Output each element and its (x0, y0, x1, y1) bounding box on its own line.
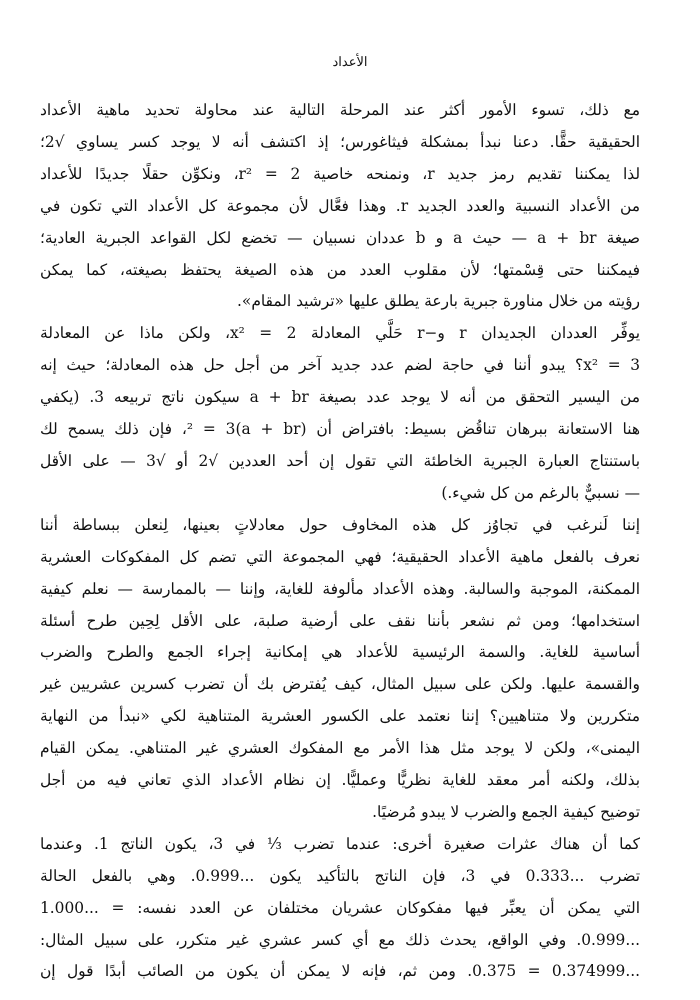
text-line: باستنتاج العبارة الجبرية الخاطئة التي تقول إن أحد العددين √2 أو √3 — على الأقل (40, 451, 640, 470)
text-line: بذلك، ولكنه أمر معقد للغاية نظريًّا وعمليًّا. إن نظام الأعداد الذي تعاني فيه من أجل (40, 771, 640, 790)
page-body (40, 95, 662, 988)
text-line: لذا يمكننا تقديم رمز جديد r، ونمنحه خاصية r² = 2، ونكوِّن حقلًا جديدًا للأعداد (40, 164, 641, 183)
text-line: والقسمة عليها. ولكن على سبيل المثال، كيف يُفترض بك أن تضرب كسرين عشريين غير (40, 675, 640, 694)
paragraph-3 (40, 510, 662, 829)
text-line: الحقيقية حقًّا. دعنا نبدأ بمشكلة فيثاغورس؛ إذ اكتشف أنه لا يوجد كسر يساوي √2؛ (40, 132, 640, 151)
text-line: يوفِّر العددان الجديدان r و−r حَلَّي المعادلة x² = 2، ولكن ماذا عن المعادلة (40, 324, 640, 343)
running-header: الأعداد (332, 55, 368, 70)
text-line: هنا الاستعانة ببرهان تناقُض بسيط: بافتراض أن (a + br)² = 3، فإن ذلك يسمح لك (40, 420, 641, 439)
text-line: x² = 3؟ يبدو أننا في حاجة لضم عدد جديد آخر من أجل حل هذه المعادلة؛ حيث إنه (40, 356, 641, 375)
paragraph-1 (40, 95, 662, 318)
text-line: من اليسير التحقق من أنه لا يوجد عدد بصيغة a + br سيكون ناتج تربيعه 3. (يكفي (40, 388, 640, 407)
text-line: رؤيته من خلال مناورة جبرية بارعة يطلق عليها «ترشيد المقام». (237, 292, 640, 311)
text-line: نعرف بالفعل ماهية الأعداد الحقيقية؛ فهي المجموعة التي تضم كل المفكوكات العشرية (40, 547, 640, 566)
text-line: استخدامها؛ ومن ثم نشعر بأننا نقف على أرضية صلبة، على الأقل لِحِين طرح أسئلة (40, 611, 640, 630)
text-line: مع ذلك، تسوء الأمور أكثر عند المرحلة التالية عند محاولة تحديد ماهية الأعداد (40, 101, 640, 119)
text-line: كما أن هناك عثرات صغيرة أخرى: عندما تضرب ⅓ في 3، يكون الناتج 1. وعندما (40, 834, 640, 853)
paragraph-2 (40, 318, 662, 509)
text-line: اليمنى»، ولكن لا يوجد مثل هذا الأمر مع المفكوك العشري غير المتناهي. يمكن القيام (40, 739, 640, 758)
text-line: — نسبيٌّ بالرغم من كل شيء.) (441, 483, 640, 502)
text-line: فيمكننا حتى قِسْمتها؛ لأن مقلوب العدد من هذه الصيغة يحتفظ بصيغته، كما يمكن (40, 260, 640, 279)
paragraph-4 (40, 829, 662, 989)
text-line: توضيح كيفية الجمع والضرب لا يبدو مُرضيًا. (372, 802, 640, 821)
text-line: الممكنة، الموجبة والسالبة. وهذه الأعداد مألوفة للغاية، وإننا — بالممارسة — نعلم كيفية (40, 579, 640, 598)
text-line: ...0.374999 = 0.375. ومن ثم، فإنه لا يمكن أن يكون من الصائب أبدًا قول إن (40, 962, 640, 981)
text-line: ...0.999. وفي الواقع، يحدث ذلك مع أي كسر عشري غير متكرر، على سبيل المثال: (40, 930, 640, 949)
text-line: صيغة a + br — حيث a و b عددان نسبيان — تخضع لكل القواعد الجبرية العادية؛ (40, 228, 640, 247)
text-line: التي يمكن أن يعبِّر فيها مفكوكان عشريان مختلفان عن العدد نفسه: = ...1.000 (40, 898, 640, 917)
text-line: تضرب ...0.333 في 3، فإن الناتج بالتأكيد يكون ...0.999. وهي بالفعل الحالة (40, 866, 640, 885)
text-line: من الأعداد النسبية والعدد الجديد r. وهذا فعَّال لأن مجموعة كل الأعداد التي تكون في (40, 196, 641, 215)
text-line: متكررين ولا متناهيين؟ إننا نعتمد على الكسور العشرية المتناهية لكي «نبدأ من النهاية (40, 707, 640, 726)
text-line: إننا لَنرغب في تجاوُز كل هذه المخاوف حول معادلاتٍ بعينها، لِنعلن ببساطة أننا (40, 515, 640, 534)
text-line: أساسية للغاية. والسمة الرئيسية للأعداد هي إمكانية إجراء الجمع والطرح والضرب (40, 643, 640, 662)
